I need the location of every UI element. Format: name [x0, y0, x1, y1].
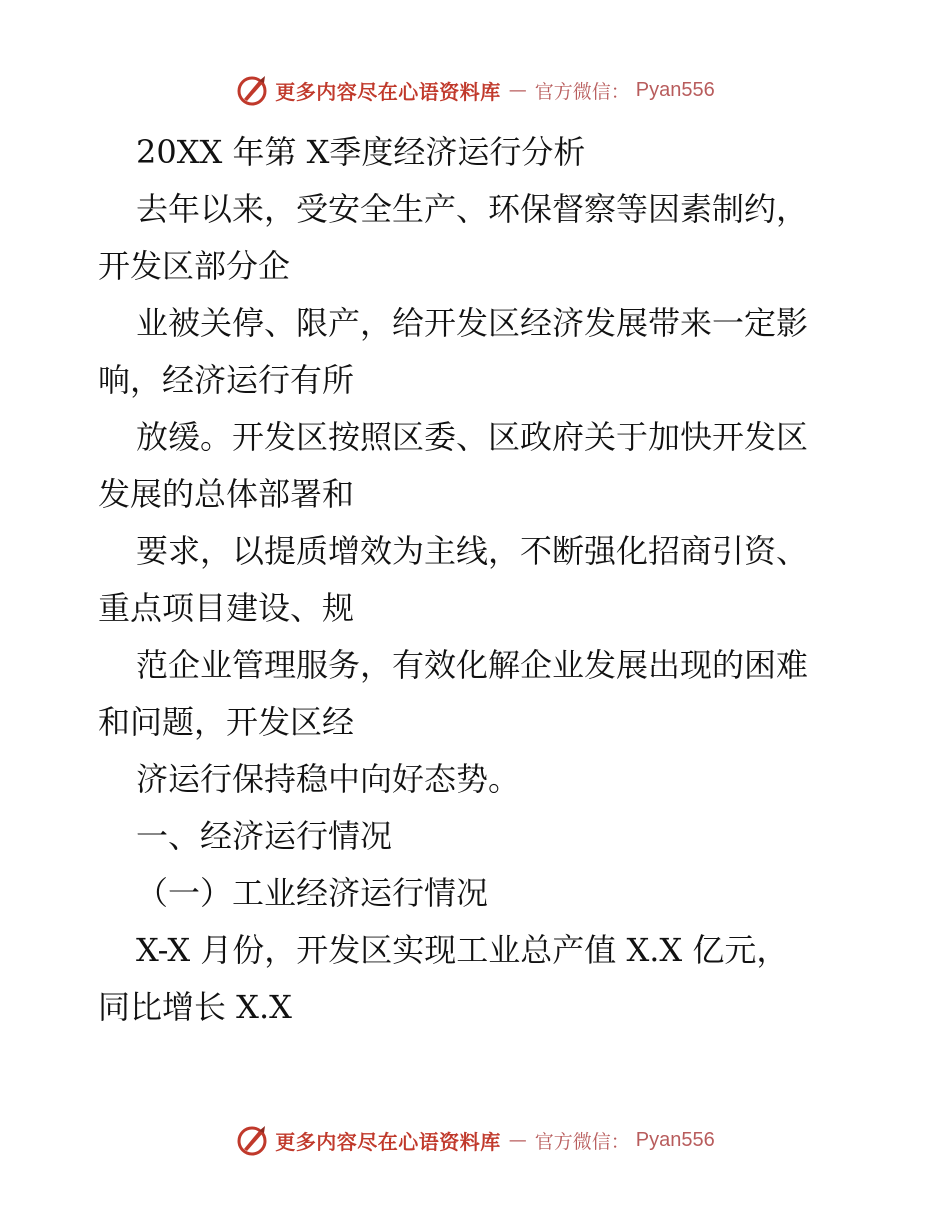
paragraph-line: 范企业管理服务，有效化解企业发展出现的困难 — [136, 646, 809, 684]
watermark-wechat-id: Pyan556 — [635, 78, 715, 101]
paragraph-line: 同比增长 X.X — [98, 988, 292, 1026]
footer-watermark — [0, 1120, 950, 1160]
paragraph-line: X-X 月份，开发区实现工业总产值 X.X 亿元， — [136, 931, 789, 969]
paragraph-line: 响，经济运行有所 — [98, 361, 355, 399]
watermark-group — [235, 73, 714, 107]
document-body — [98, 124, 858, 1036]
paragraph-line: 重点项目建设、规 — [98, 589, 355, 627]
paragraph-line: 济运行保持稳中向好态势。 — [136, 760, 521, 798]
paragraph-line: 放缓。开发区按照区委、区政府关于加快开发区 — [136, 418, 809, 456]
watermark-wechat-id: Pyan556 — [635, 1128, 715, 1151]
watermark-official-label: 官方微信： — [534, 1130, 630, 1153]
watermark-official-label: 官方微信： — [534, 80, 630, 103]
paragraph-line: 业被关停、限产，给开发区经济发展带来一定影 — [136, 304, 809, 342]
paragraph-line: 发展的总体部署和 — [98, 475, 355, 513]
watermark-main-text: 更多内容尽在心语资料库 — [275, 79, 501, 104]
watermark-dash: — — [508, 1129, 527, 1151]
document-title: 20XX 年第 X季度经济运行分析 — [136, 133, 586, 171]
header-watermark — [0, 70, 950, 110]
paragraph-line: 开发区部分企 — [98, 247, 291, 285]
subsection-heading: （一）工业经济运行情况 — [136, 874, 489, 912]
paragraph-line: 去年以来，受安全生产、环保督察等因素制约， — [136, 190, 809, 228]
watermark-main-text: 更多内容尽在心语资料库 — [275, 1129, 501, 1154]
watermark-group — [235, 1123, 714, 1157]
paragraph-line: 要求，以提质增效为主线，不断强化招商引资、 — [136, 532, 809, 570]
paragraph-line: 和问题，开发区经 — [98, 703, 355, 741]
feather-pen-logo-icon — [235, 73, 269, 107]
section-heading: 一、经济运行情况 — [136, 817, 393, 855]
watermark-dash: — — [508, 79, 527, 101]
feather-pen-logo-icon — [235, 1123, 269, 1157]
